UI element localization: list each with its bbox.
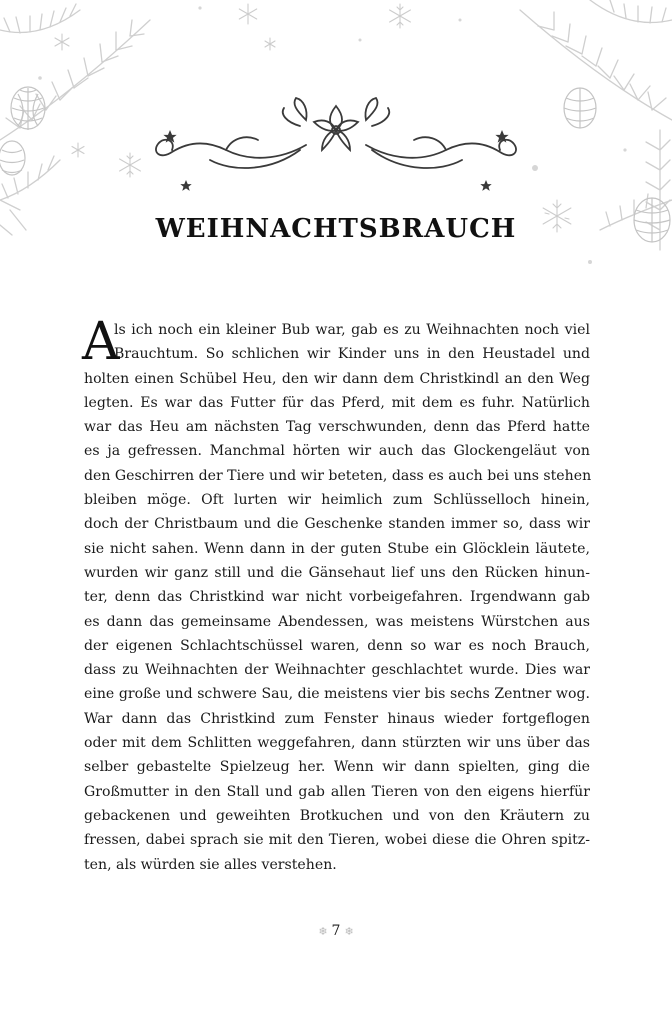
text-line: ten, als würden sie alles verstehen. bbox=[84, 856, 337, 873]
text-line: eine große und schwere Sau, die meistens vier bis sechs Zentner wog. bbox=[84, 686, 590, 703]
text-line: holten einen Schübel Heu, den wir dann dem Christkindl an den Weg bbox=[84, 370, 590, 387]
text-line: doch der Christbaum und die Geschenke standen immer so, dass wir bbox=[84, 516, 590, 533]
text-line: war das Heu am nächsten Tag verschwunden, denn das Pferd hatte bbox=[84, 419, 590, 436]
text-line: legten. Es war das Futter für das Pferd, mit dem es fuhr. Natürlich bbox=[84, 394, 590, 411]
text-line: War dann das Christkind zum Fenster hinaus wieder fortgeflogen bbox=[84, 710, 590, 727]
poinsettia-flourish-icon bbox=[156, 98, 516, 168]
body-text bbox=[82, 312, 592, 877]
drop-cap: A bbox=[82, 312, 120, 372]
text-line: dass zu Weihnachten der Weihnachter geschlachtet wurde. Dies war bbox=[84, 662, 590, 679]
snowflake-icon: ❄ bbox=[318, 925, 328, 938]
snowflake-icon bbox=[55, 4, 571, 232]
chapter-title: WEIHNACHTSBRAUCH bbox=[155, 214, 517, 244]
text-line: den Geschirren der Tiere und wir beteten, dass es auch bei uns stehen bbox=[84, 467, 592, 484]
text-line: sie nicht sahen. Wenn dann in der guten Stube ein Glöcklein läutete, bbox=[84, 540, 590, 557]
text-line: wurden wir ganz still und die Gänsehaut lief uns den Rücken hinun- bbox=[84, 564, 590, 581]
pine-cone-icon bbox=[0, 87, 45, 175]
text-line: Brauchtum. So schlichen wir Kinder uns in den Heustadel und bbox=[114, 346, 590, 363]
text-line: gebackenen und geweihten Brotkuchen und von den Kräutern zu bbox=[84, 807, 590, 824]
page-number-footer bbox=[0, 923, 672, 939]
snowflake-icon: ❄ bbox=[344, 925, 354, 938]
text-line: es ja gefressen. Manchmal hörten wir auch das Glockengeläut von bbox=[84, 443, 590, 460]
text-line: bleiben möge. Oft lurten wir heimlich zum Schlüsselloch hinein, bbox=[84, 492, 590, 509]
text-line: der eigenen Schlachtschüssel waren, denn so war es noch Brauch, bbox=[84, 637, 590, 654]
text-line: ls ich noch ein kleiner Bub war, gab es zu Weihnachten noch viel bbox=[114, 322, 590, 338]
text-line: Großmutter in den Stall und gab allen Tieren von den eigens hierfür bbox=[84, 783, 590, 800]
page-number: 7 bbox=[331, 923, 341, 939]
fir-branch-icon bbox=[0, 4, 150, 235]
text-line: oder mit dem Schlitten weggefahren, dann stürzten wir uns über das bbox=[84, 735, 590, 752]
text-line: ter, denn das Christkind war nicht vorbeigefahren. Irgendwann gab bbox=[84, 589, 590, 606]
star-icon bbox=[163, 130, 508, 191]
text-line: es dann das gemeinsame Abendessen, was meistens Würstchen aus bbox=[84, 613, 590, 630]
text-line: selber gebastelte Spielzeug her. Wenn wir dann spielten, ging die bbox=[84, 759, 590, 776]
text-line: fressen, dabei sprach sie mit den Tieren, wobei diese die Ohren spitz- bbox=[84, 832, 590, 849]
